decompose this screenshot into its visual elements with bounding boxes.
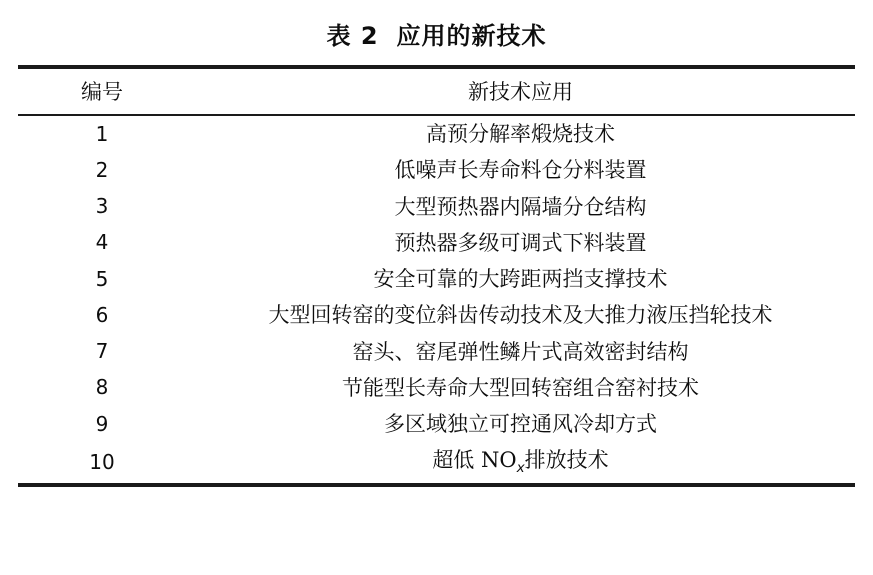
- table-caption-number: 表 2: [326, 22, 379, 50]
- cell-number: 9: [95, 411, 109, 436]
- cell-technology: 低噪声长寿命料仓分料装置: [394, 158, 647, 183]
- nox-suffix: 排放技术: [524, 448, 609, 473]
- cell-number: 8: [95, 375, 109, 400]
- table-header: [18, 69, 855, 114]
- column-header-number: 编号: [81, 80, 123, 104]
- cell-technology-nox: [186, 442, 855, 482]
- table-bottom-rule: [18, 483, 855, 487]
- table-row: [18, 261, 855, 297]
- table-row: [18, 406, 855, 442]
- table-row: [18, 442, 855, 482]
- cell-number: 1: [95, 121, 109, 146]
- cell-number: 5: [95, 266, 109, 291]
- table-2: [18, 69, 855, 114]
- table-row: [18, 297, 855, 333]
- cell-number: 4: [95, 230, 109, 255]
- cell-number: 10: [89, 449, 115, 474]
- cell-technology: 预热器多级可调式下料装置: [394, 230, 647, 255]
- cell-number: 6: [95, 302, 109, 327]
- column-header-technology: 新技术应用: [468, 80, 573, 104]
- cell-number: 2: [95, 157, 109, 182]
- table-header-row: [18, 69, 855, 114]
- table-row: [18, 334, 855, 370]
- table-2-body-table: [18, 116, 855, 483]
- table-caption-text: 应用的新技术: [396, 22, 547, 50]
- cell-technology: 多区域独立可控通风冷却方式: [384, 412, 657, 436]
- nox-prefix: 超低 NO: [432, 448, 517, 473]
- cell-technology: 安全可靠的大跨距两挡支撑技术: [373, 267, 668, 291]
- table-row: [18, 370, 855, 406]
- table-body: [18, 116, 855, 483]
- table-row: [18, 225, 855, 261]
- table-caption: [18, 16, 855, 51]
- cell-technology: 高预分解率煅烧技术: [426, 122, 615, 146]
- cell-technology: 大型预热器内隔墙分仓结构: [394, 194, 647, 219]
- nox-subscript: x: [516, 460, 525, 477]
- table-2-container: [18, 16, 855, 487]
- cell-number: 3: [95, 194, 109, 219]
- table-row: [18, 152, 855, 188]
- table-row: [18, 189, 855, 225]
- table-row: [18, 116, 855, 152]
- cell-technology: 大型回转窑的变位斜齿传动技术及大推力液压挡轮技术: [268, 303, 773, 328]
- cell-technology: 窑头、窑尾弹性鳞片式高效密封结构: [352, 339, 689, 364]
- cell-technology: 节能型长寿命大型回转窑组合窑衬技术: [342, 375, 699, 400]
- cell-number: 7: [95, 339, 109, 364]
